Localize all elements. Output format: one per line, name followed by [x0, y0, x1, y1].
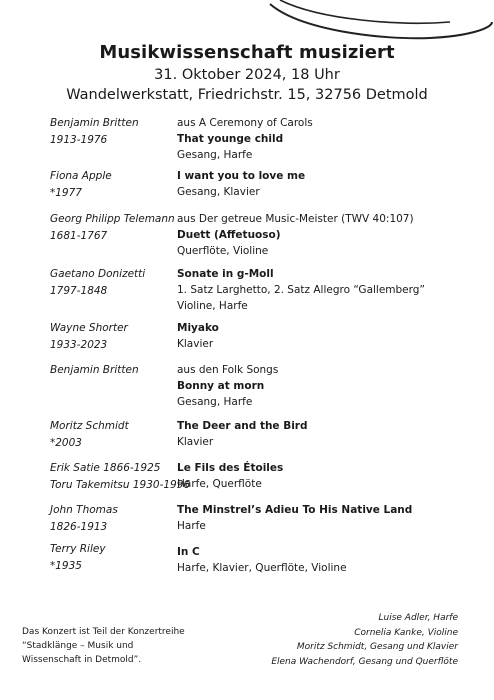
- piece-title: Sonate in g-Moll: [177, 268, 274, 280]
- piece-instrumentation: Harfe, Klavier, Querflöte, Violine: [177, 562, 347, 574]
- composer-years: 1913-1976: [50, 134, 108, 146]
- composer-name: Benjamin Britten: [50, 364, 139, 376]
- piece-title: Le Fils des Étoiles: [177, 462, 284, 474]
- piece-source: aus den Folk Songs: [177, 364, 279, 376]
- piece-title: The Deer and the Bird: [177, 420, 308, 432]
- composer-years: 1933-2023: [50, 339, 108, 351]
- performer: Elena Wachendorf, Gesang und Querflöte: [271, 656, 458, 667]
- composer-name: Benjamin Britten: [50, 117, 139, 129]
- piece-movements: 1. Satz Larghetto, 2. Satz Allegro “Gallemberg”: [177, 284, 425, 296]
- piece-instrumentation: Violine, Harfe: [177, 300, 248, 312]
- piece-instrumentation: Harfe, Querflöte: [177, 478, 262, 490]
- performer: Luise Adler, Harfe: [378, 613, 458, 623]
- composer-name: John Thomas: [50, 504, 118, 516]
- piece-instrumentation: Gesang, Harfe: [177, 396, 253, 408]
- piece-instrumentation: Klavier: [177, 338, 214, 350]
- performer: Moritz Schmidt, Gesang und Klavier: [296, 642, 458, 652]
- piece-title: Miyako: [177, 322, 219, 334]
- piece-title: That younge child: [177, 133, 284, 145]
- piece-source: aus Der getreue Music-Meister (TWV 40:107): [177, 213, 414, 225]
- composer-name: Erik Satie 1866-1925: [50, 462, 161, 474]
- composer-name: Fiona Apple: [50, 170, 112, 182]
- performer: Cornelia Kanke, Violine: [354, 627, 458, 638]
- composer-years: *2003: [50, 437, 82, 449]
- composer-name: Gaetano Donizetti: [50, 268, 146, 280]
- piece-title: In C: [177, 546, 200, 558]
- composer-name: Georg Philipp Telemann: [50, 213, 175, 225]
- piece-instrumentation: Klavier: [177, 436, 214, 448]
- piece-source: aus A Ceremony of Carols: [177, 117, 313, 129]
- concert-venue: Wandelwerkstatt, Friedrichstr. 15, 32756 Detmold: [66, 87, 428, 103]
- composer-years: 1681-1767: [50, 230, 108, 242]
- performer-list: [271, 611, 458, 669]
- piece-instrumentation: Gesang, Harfe: [177, 149, 253, 161]
- composer-name: Moritz Schmidt: [50, 420, 129, 432]
- composer-years: *1935: [50, 560, 82, 572]
- piece-title: Bonny at morn: [177, 380, 265, 392]
- composer-years: *1977: [50, 187, 82, 199]
- piece-title: Duett (Affetuoso): [177, 229, 281, 241]
- composer-name: Terry Riley: [50, 543, 106, 555]
- page-title: Musikwissenschaft musiziert: [99, 42, 395, 63]
- piece-instrumentation: Gesang, Klavier: [177, 186, 260, 198]
- composer-years: 1826-1913: [50, 521, 108, 533]
- piece-title: I want you to love me: [177, 170, 306, 182]
- concert-series-note: Das Konzert ist Teil der Konzertreihe “Stadklänge – Musik und Wissenschaft in Detmold”.: [22, 627, 185, 665]
- composer-name: Wayne Shorter: [50, 322, 128, 334]
- piece-title: The Minstrel’s Adieu To His Native Land: [177, 504, 413, 516]
- composer-years: 1797-1848: [50, 285, 108, 297]
- composer-second: Toru Takemitsu 1930-1996: [50, 479, 191, 491]
- concert-date: 31. Oktober 2024, 18 Uhr: [154, 67, 340, 83]
- piece-instrumentation: Harfe: [177, 520, 206, 532]
- piece-instrumentation: Querflöte, Violine: [177, 245, 269, 257]
